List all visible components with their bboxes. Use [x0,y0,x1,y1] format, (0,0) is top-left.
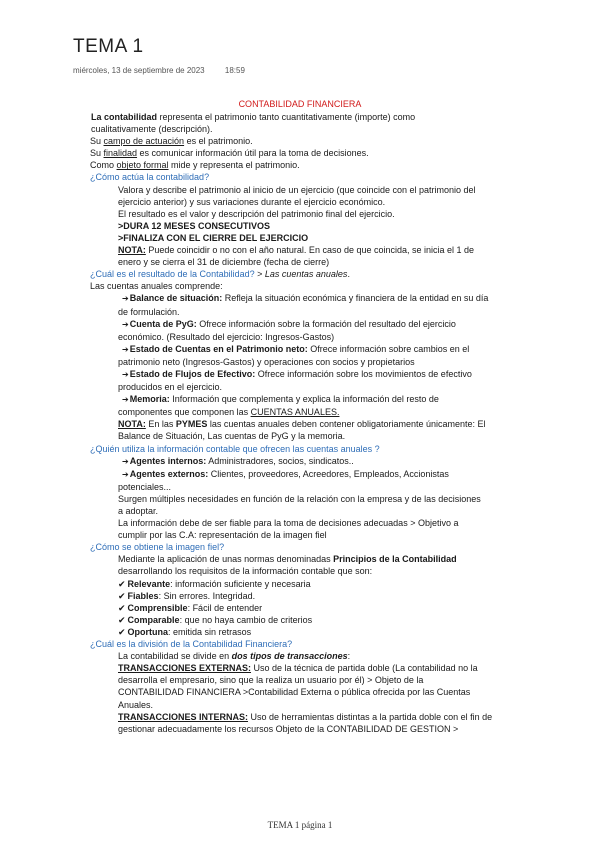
check-icon: ✔ [118,578,126,589]
arrow-icon: ➔ [122,319,129,329]
text-line: potenciales... [118,481,172,492]
arrow-icon: ➔ [122,469,129,479]
list-item: ➔Agentes internos: Administradores, socios, sindicatos.. [0,455,600,468]
text-line: Surgen múltiples necesidades en función de la relación con la empresa y de las decisiones [118,493,481,504]
page-meta [73,66,245,75]
document-heading: CONTABILIDAD FINANCIERA [238,99,362,109]
text-line: producidos en el ejercicio. [118,382,223,393]
text-line: NOTA: En las PYMES las cuentas anuales deben contener obligatoriamente únicamente: El [118,419,486,430]
check-item: ✔ Comprensible: Fácil de entender [118,602,263,613]
list-item: ➔Balance de situación: Refleja la situación económica y financiera de la entidad en su día [0,292,600,305]
text-line: TRANSACCIONES EXTERNAS: Uso de la técnica de partida doble (La contabilidad no la [118,663,478,674]
arrow-icon: ➔ [122,344,129,354]
text-line: >FINALIZA CON EL CIERRE DEL EJERCICIO [118,232,309,243]
text-line: La contabilidad representa el patrimonio tanto cuantitativamente (importe) como [91,112,416,122]
page-time: 18:59 [224,66,245,75]
check-icon: ✔ [118,626,126,637]
check-item: ✔ Relevante: información suficiente y necesaria [118,578,311,589]
page-title: TEMA 1 [73,36,144,57]
text-line: Como objeto formal mide y representa el patrimonio. [90,160,300,171]
text-line: desarrolla el empresario, sino que la realiza un usuario por él) > Objeto de la [118,675,424,686]
page-footer: TEMA 1 página 1 [267,820,333,830]
arrow-icon: ➔ [122,294,129,304]
text-line: a adoptar. [118,506,159,516]
arrow-icon: ➔ [122,456,129,466]
section-question: ¿Cómo actúa la contabilidad? [90,172,210,183]
text-line: ejercicio anterior) y sus variaciones durante el ejercicio económico. [118,196,386,207]
list-item: ➔Estado de Flujos de Efectivo: Ofrece información sobre los movimientos de efectivo [0,368,600,381]
check-icon: ✔ [118,614,126,625]
check-icon: ✔ [118,590,126,601]
text-line: Su finalidad es comunicar información útil para la toma de decisiones. [90,148,369,159]
text-line: Mediante la aplicación de unas normas denominadas Principios de la Contabilidad [118,554,457,565]
note-body [0,111,600,735]
text-line: Anuales. [118,699,154,710]
section-question: ¿Cuál es el resultado de la Contabilidad? > Las cuentas anuales. [90,269,350,280]
text-line: Las cuentas anuales comprende: [90,281,223,292]
text-line: desarrollando los requisitos de la información contable que son: [118,566,373,577]
text-line: La información debe de ser fiable para la toma de decisiones adecuadas > Objetivo a [118,518,459,529]
list-item: ➔Cuenta de PyG: Ofrece información sobre la formación del resultado del ejercicio [0,318,600,331]
list-item: ➔Estado de Cuentas en el Patrimonio neto: Ofrece información sobre cambios en el [0,343,600,356]
list-item: ➔Memoria: Información que complementa y explica la información del resto de [0,393,600,406]
text-line: patrimonio neto (Ingresos-Gastos) y operaciones con socios y propietarios [118,356,415,367]
arrow-icon: ➔ [122,395,129,405]
list-item: ➔Agentes externos: Clientes, proveedores, Acreedores, Empleados, Accionistas [0,468,600,481]
check-item: ✔ Comparable: que no haya cambio de criterios [118,614,313,625]
text-line: La contabilidad se divide en dos tipos de transacciones: [118,651,351,662]
text-line: cumplir por las C.A: representación de la imagen fiel [118,530,327,541]
check-item: ✔ Oportuna: emitida sin retrasos [118,626,252,637]
text-line: enero y se cierra el 31 de diciembre (fecha de cierre) [118,257,330,268]
text-line: CONTABILIDAD FINANCIERA >Contabilidad Externa o pública ofrecida por las Cuentas [118,687,471,698]
text-line: Balance de Situación, Las cuentas de PyG y la memoria. [118,431,346,442]
text-line: Valora y describe el patrimonio al inicio de un ejercicio (que coincide con el patrimonio del [118,184,476,195]
text-line: cualitativamente (descripción). [91,124,213,135]
check-item: ✔ Fiables: Sin errores. Integridad. [118,590,256,601]
check-icon: ✔ [118,602,126,613]
text-line: de formulación. [118,306,180,317]
text-line: gestionar adecuadamente los recursos Objeto de la CONTABILIDAD DE GESTION > [118,723,459,734]
text-line: NOTA: Puede coincidir o no con el año natural. En caso de que coincida, se inicia el 1 de [118,245,475,256]
text-line: TRANSACCIONES INTERNAS: Uso de herramientas distintas a la partida doble con el fin de [118,711,493,722]
text-line: Su campo de actuación es el patrimonio. [90,136,253,147]
text-line: económico. (Resultado del ejercicio: Ingresos-Gastos) [118,331,335,342]
section-question: ¿Quién utiliza la información contable que ofrecen las cuentas anuales ? [90,443,380,454]
text-line: componentes que componen las CUENTAS ANUALES. [118,407,340,418]
text-line: El resultado es el valor y descripción del patrimonio final del ejercicio. [118,208,395,219]
text-line: >DURA 12 MESES CONSECUTIVOS [118,220,270,231]
page-date: miércoles, 13 de septiembre de 2023 [73,66,205,75]
arrow-icon: ➔ [122,369,129,379]
section-question: ¿Cómo se obtiene la imagen fiel? [90,542,225,553]
section-question: ¿Cuál es la división de la Contabilidad Financiera? [90,639,293,650]
